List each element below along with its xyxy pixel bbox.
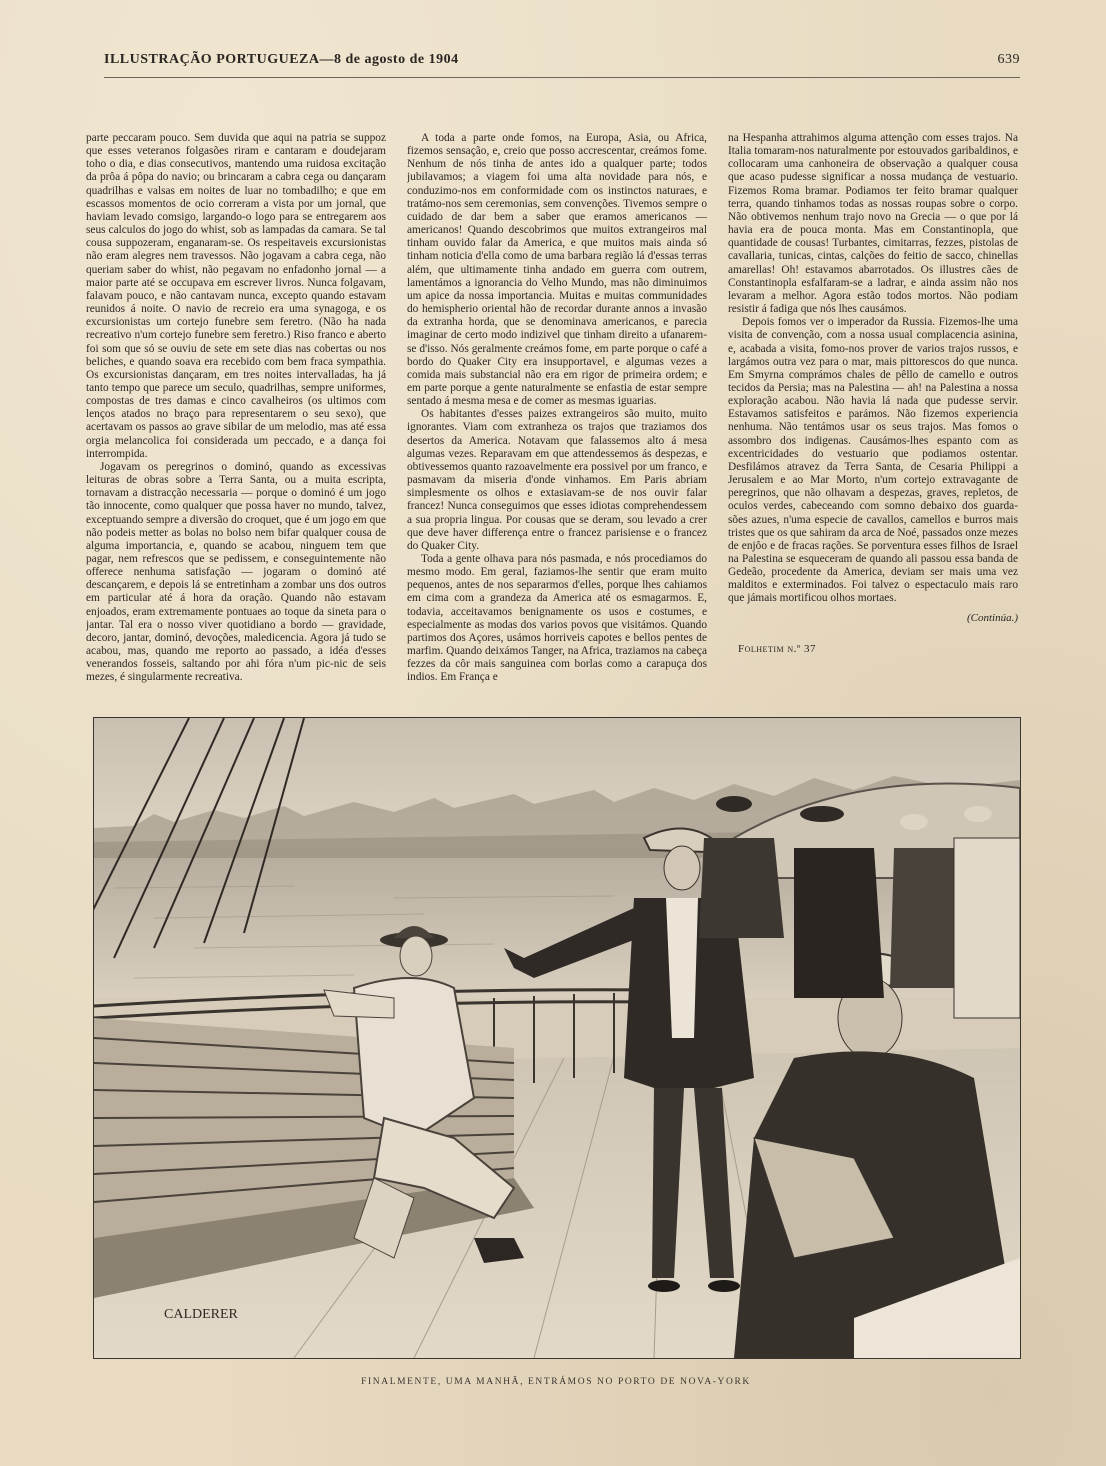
paragraph: Depois fomos ver o imperador da Russia. Fizemos-lhe uma visita de convenção, com a nossa usual complacencia asinina, e, acabada a visita, fomo-nos prover de varios trajos russos, e largámos outra vez para o mar, mais pittorescos do que nunca. Em Smyrna comprámos chales de pêllo de camello e outros tecidos da Persia; mas na Palestina — ah! na Palestina a nossa exploração acabou. Não havia lá nada que pudesse servir. Estavamos satisfeitos e parámos. Não fizemos experiencia nenhuma. Não tentámos usar os seus trajos. Mas fomos o assombro dos indigenas. Causámos-lhes espanto com as excentricidades do vestuario que podiamos ostentar. Desfilámos atravez da Terra Santa, de Cesaria Philippi a Jerusalem e ao Mar Morto, n'um cortejo extravagante de peregrinos, que não olhavam a despezas, graves, repletos, de oculos verdes, cabeceando com somno debaixo dos guarda-sões azues, n'uma especie de cavallos, camellos e burros mais tristes que os que sahiram da arca de Noé, passados onze mezes de enjôo e de fracas rações. Se porventura esses filhos de Israel na Palestina se esqueceram de quando ali passou essa banda de Gedeão, procedente da America, deviam ser mais uma vez malditos e exterminados. Foi talvez o espectaculo mais raro que jámais mortificou olhos mortaes. bbox=[728, 316, 1018, 605]
header-rule bbox=[104, 77, 1020, 78]
running-title: ILLUSTRAÇÃO PORTUGUEZA—8 de agosto de 1904 bbox=[104, 52, 459, 67]
paragraph: Toda a gente olhava para nós pasmada, e nós procediamos do mesmo modo. Em geral, faziamos-lhe sentir que eram muito pequenos, antes de nos separarmos d'elles, porque lhes cahiamos em cima com a grandeza da America até os esmagarmos. E, todavia, acceitavamos benignamente os usos e costumes, e especialmente as modas dos varios povos que visitámos. Quando partimos dos Açores, usámos horriveis capotes e bellos pentes de marfim. Quando deixámos Tanger, na Africa, traziamos na cabeça fezzes da côr mais sanguinea com borlas como a carapuça dos indios. Em França e bbox=[407, 553, 707, 684]
column-2 bbox=[407, 132, 707, 706]
paragraph: Os habitantes d'esses paizes extrangeiros são muito, muito ignorantes. Viam com extranheza os trajos que traziamos dos desertos da America. Notavam que falassemos alto á mesa algumas vezes. Reparavam em que attendessemos ás despezas, e obtivessemos quanto razoavelmente era possivel por um franco, e pasmavam da miseria d'onde vinhamos. Em Paris abriam simplesmente os olhos e extasiavam-se de nos ouvir falar francez! Nunca conseguimos que esses idiotas comprehendessem a sua propria lingua. Por cousas que se deram, sou levado a crer que deve haver differença entre o francez parisiense e o francez do Quaker City. bbox=[407, 408, 707, 552]
page-number: 639 bbox=[997, 52, 1020, 67]
column-1 bbox=[86, 132, 386, 706]
paragraph: parte peccaram pouco. Sem duvida que aqui na patria se suppoz que esses veteranos folgasões riram e cantaram e doudejaram toho o dia, e dias consecutivos, mantendo uma ruidosa excitação da prôa á pôpa do navio; ou brincaram a cabra cega ou dançaram quadrilhas e valsas em noites de luar no tombadilho; e que em escassos momentos de ocio correram a vista por um jornal, que haviam levado comsigo, largando-o logo para se entregarem aos seus calculos do jogo do whist, sob as lampadas da camara. Se tal cousa suppozeram, enganaram-se. Os respeitaveis excursionistas não eram alegres nem travessos. Não jogavam a cabra cega, não queriam saber do whist, não pegavam no enfadonho jornal — a maior parte até se occupava em escrever livros. Nunca folgavam, falavam pouco, e não cantavam nunca, excepto quando estavam reunidos á noite. O navio de recreio era uma synagoga, e os excursionistas um cortejo funebre sem feretro. (Não ha nada recreativo n'um cortejo funebre sem feretro.) Riso franco e aberto foi som que só se ouviu de sete em sete dias nas cobertas ou nos beliches, e quando soava era recebido com bem fraca sympathia. Os excursionistas dançaram, em tres noites intervalladas, ha já tanto tempo que parece um seculo, quadrilhas, sempre uniformes, compostas de tres damas e cinco cavalheiros (os ultimos com lenços atados no braço para representarem o seu sexo), que acertavam os passos ao grave sibilar de um melodio, mas até essa orgia melancolica foi considerada um peccado, e a dança foi interrompida. bbox=[86, 132, 386, 460]
illustration-drawing bbox=[94, 718, 1020, 1358]
illustration-caption: FINALMENTE, UMA MANHÃ, ENTRÁMOS NO PORTO DE NOVA-YORK bbox=[361, 1377, 751, 1387]
text-columns bbox=[86, 132, 1018, 706]
column-3 bbox=[728, 132, 1018, 706]
paragraph: A toda a parte onde fomos, na Europa, Asia, ou Africa, fizemos sensação, e, creio que posso accrescentar, creámos fome. Nenhum de nós tinha de antes ido a qualquer parte; todos jubilavamos; a viagem foi uma alta novidade para nós, e conduzimo-nos em conformidade com os instinctos naturaes, e tratámo-nos sem ceremonias, sem convenções. Tivemos sempre o cuidado de dar bem a saber que eramos americanos — americanos! Quando descobrimos que muitos extrangeiros mal tinham ouvido falar da America, e que muitos mais ainda só tinham noticia d'ella como de uma barbara região lá d'essas terras além, que ultimamente tinha andado em guerra com outrem, lamentámos a ignorancia do Velho Mundo, mas não diminuimos um apice da nossa importancia. Muitas e muitas communidades do hemispherio oriental hão de recordar durante annos a invasão da extranha horda, que se denominava americanos, e parecia imaginar de certo modo indizivel que tinham direito a ufanarem-se d'isso. Nós geralmente creámos fome, em parte porque o café a bordo do Quaker City era insupportavel, e algumas vezes a comida mais substancial não era em rigor de primeira ordem; e em parte porque a gente naturalmente se enfastia de estar sempre sentado á mesma mesa e de comer as mesmas iguarias. bbox=[407, 132, 707, 408]
paragraph: Jogavam os peregrinos o dominó, quando as excessivas leituras de obras sobre a Terra Santa, ou a muita escripta, tornavam a distracção necessaria — porque o dominó é um jogo tão innocente, como qualquer que possa haver no mundo, talvez, exceptuando sempre a diversão do croquet, que é um jogo em que não podeis metter as bolas no bolso nem bifar qualquer cousa de alguma importancia, e, quando se acabou, ninguem tem que pagar, nem refrescos que se pedissem, e conseguintemente não offerece nenhuma satisfação — jogaram o dominó até descançarem, e depois lá se entretinham a zombar uns dos outros em particular até á hora da oração. Quando não estavam enjoados, eram extremamente pontuaes ao toque da sineta para o jantar. Tal era o nosso viver quotidiano a bordo — gravidade, decoro, jantar, dominó, devoções, maledicencia. Agora já tudo se acabou, mas, quando me reporto ao passado, a idéa d'esses venerandos fosseis, saltando por ahi fóra n'um pic-nic de seis mezes, é singularmente recreativa. bbox=[86, 460, 386, 684]
ship-deck-illustration bbox=[93, 717, 1021, 1359]
folhetim-number: Folhetim n.º 37 bbox=[738, 642, 817, 655]
page-header bbox=[104, 46, 1020, 72]
paragraph: na Hespanha attrahimos alguma attenção com esses trajos. Na Italia tomaram-nos naturalmente por estouvados garibaldinos, e collocaram uma canhoneira de observação a qualquer cousa que acaso pudesse significar a nossa mudança de vestuario. Fizemos Roma bramar. Podiamos ter feito bramar qualquer terra, quando tinhamos todas as nossas roupas sobre o corpo. Não obtivemos nenhum trajo novo na Grecia — o que por lá havia era de pouca monta. Mas em Constantinopla, que quantidade de cousas! Turbantes, cimitarras, fezzes, pistolas de cavallaria, tunicas, cintas, calções do feitio de sacco, chinellas amarellas! Oh! estavamos abarrotados. Os illustres cães de Constantinopla esfalfaram-se a ladrar, e ainda assim não nos levaram a melhor. Agora estão todos mortos. Não podiam resistir á fadiga que nós lhes causámos. bbox=[728, 132, 1018, 316]
artist-signature: CALDERER bbox=[164, 1307, 238, 1322]
continued-note: (Continúa.) bbox=[966, 611, 1018, 624]
